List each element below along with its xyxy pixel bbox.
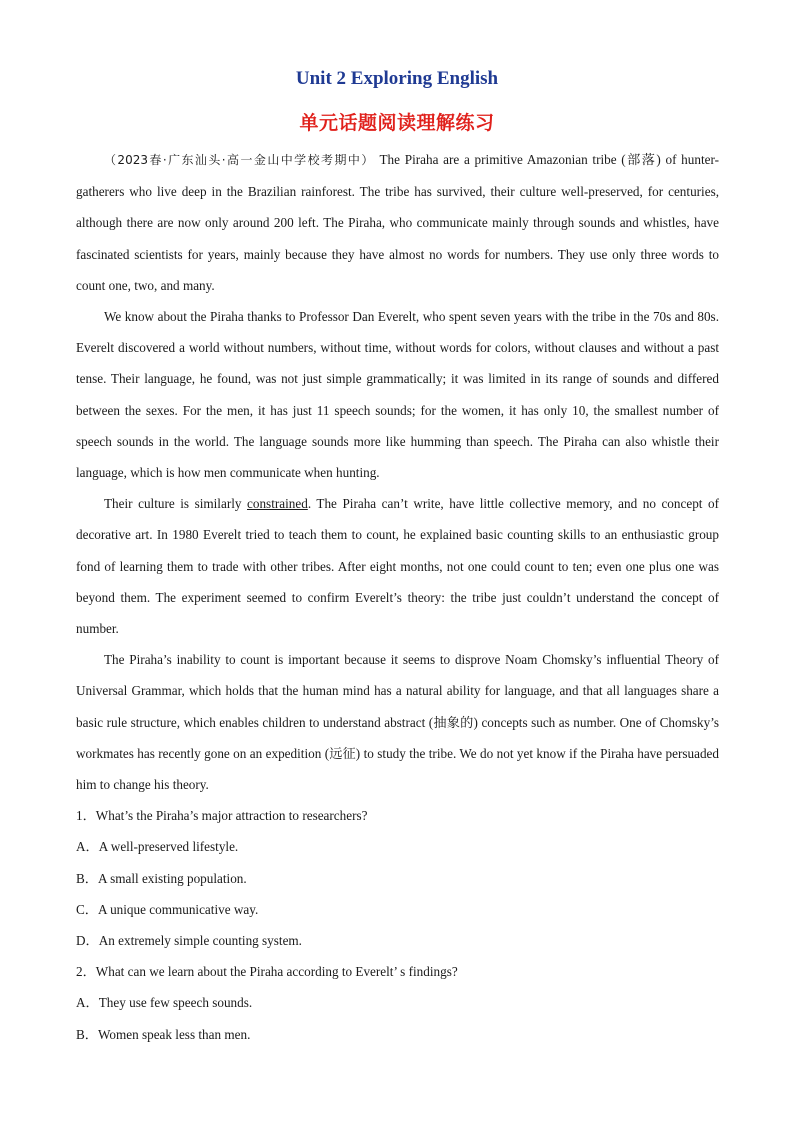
paragraph-1-text: The Piraha are a primitive Amazonian tribe (部落) of hunter-gatherers who live deep in the Brazilian rainforest. The tribe has survived, their culture well-preserved, for centuries, although there are now only around 200 left. The Piraha, who communicate mainly through sounds and whistles, have fascinated scientists for years, mainly because they have almost no words for numbers. They use only three words to count one, two, and many. (76, 152, 719, 293)
page-subtitle: 单元话题阅读理解练习 (299, 112, 495, 134)
question-1-option-d: D．An extremely simple counting system. (76, 933, 302, 949)
question-2-option-b: B．Women speak less than men. (76, 1026, 251, 1042)
question-1-stem: 1．What’s the Piraha’s major attraction to researchers? (76, 808, 368, 824)
question-2-option-a: A．They use few speech sounds. (76, 995, 253, 1011)
passage-source: （2023春·广东汕头·高一金山中学校考期中） (104, 153, 375, 167)
question-1-option-c: C．A unique communicative way. (76, 901, 259, 917)
question-1-option-b: B．A small existing population. (76, 870, 247, 886)
question-1 (76, 800, 719, 956)
passage-paragraph-3 (76, 488, 719, 644)
passage-paragraph-4: The Piraha’s inability to count is important because it seems to disprove Noam Chomsky’s influential Theory of Universal Grammar, which holds that the human mind has a natural ability for language, and that all languages share a basic rule structure, which enables children to understand abstract (抽象的) concepts such as number. One of Chomsky’s workmates has recently gone on an expedition (远征) to study the tribe. We do not yet know if the Piraha have persuaded him to change his theory. (76, 652, 719, 793)
question-2-stem: 2．What can we learn about the Piraha according to Everelt’ s findings? (76, 964, 458, 980)
underlined-word: constrained (247, 496, 308, 512)
document-body (76, 144, 719, 1050)
question-1-option-a: A．A well-preserved lifestyle. (76, 839, 239, 855)
paragraph-3-text-end: . The Piraha can’t write, have little collective memory, and no concept of decorative art. In 1980 Everelt tried to teach them to count, he explained basic counting skills to an enthusiastic group fond of learning them to trade with other tribes. After eight months, not one could count to ten; even one plus one was beyond them. The experiment seemed to confirm Everelt’s theory: the tribe just couldn’t understand the concept of number. (76, 496, 719, 637)
paragraph-3-text-start: Their culture is similarly (104, 496, 248, 512)
question-2 (76, 956, 719, 1050)
passage-paragraph-1 (76, 144, 719, 301)
passage-paragraph-2: We know about the Piraha thanks to Professor Dan Everelt, who spent seven years with the tribe in the 70s and 80s. Everelt discovered a world without numbers, without time, without words for colors, without clauses and without a past tense. Their language, he found, was not just simple grammatically; it was limited in its range of sounds and differed between the sexes. For the men, it has just 11 speech sounds; for the women, it has only 10, the smallest number of speech sounds in the world. The language sounds more like humming than speech. The Piraha can also whistle their language, which is how men communicate when hunting. (76, 309, 719, 481)
page-title: Unit 2 Exploring English (295, 68, 499, 89)
